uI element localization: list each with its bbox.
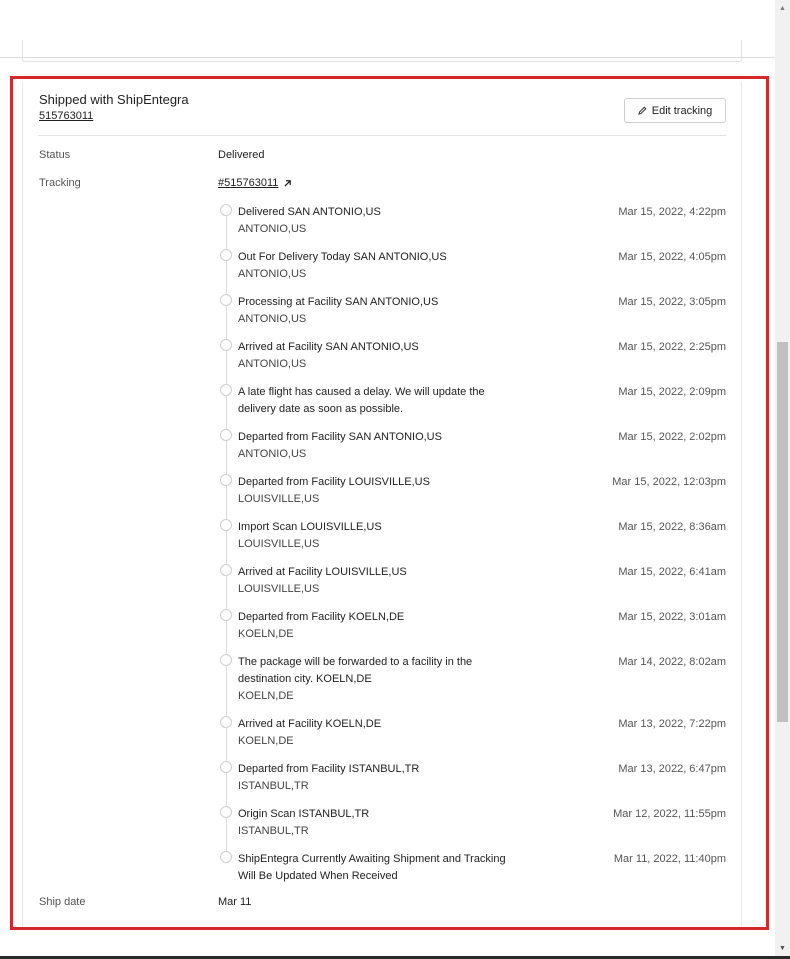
event-description-block — [238, 564, 508, 598]
status-label: Status — [39, 149, 71, 161]
event-location: LOUISVILLE,US — [238, 493, 320, 505]
event-description-block — [238, 654, 508, 705]
timeline-dot-icon — [220, 609, 232, 621]
tracking-number-link[interactable]: 515763011 — [39, 110, 94, 122]
edit-tracking-label: Edit tracking — [651, 104, 713, 117]
event-timestamp: Mar 13, 2022, 6:47pm — [618, 763, 726, 775]
status-value: Delivered — [218, 149, 265, 161]
event-description: Arrived at Facility LOUISVILLE,US — [238, 566, 407, 578]
event-timestamp: Mar 14, 2022, 8:02am — [618, 656, 726, 668]
event-timestamp: Mar 15, 2022, 12:03pm — [612, 476, 726, 488]
ship-date-value: Mar 11 — [218, 896, 252, 908]
scrollbar-thumb[interactable] — [777, 342, 788, 722]
event-description: Departed from Facility SAN ANTONIO,US — [238, 431, 442, 443]
event-timestamp: Mar 15, 2022, 2:25pm — [618, 341, 726, 353]
timeline-dot-icon — [220, 339, 232, 351]
event-location: ANTONIO,US — [238, 448, 307, 460]
event-location: ANTONIO,US — [238, 223, 307, 235]
event-description: Arrived at Facility KOELN,DE — [238, 718, 382, 730]
event-description-block — [238, 609, 508, 643]
event-timestamp: Mar 12, 2022, 11:55pm — [613, 808, 726, 820]
event-description-block — [238, 339, 508, 373]
timeline-dot-icon — [220, 294, 232, 306]
event-timestamp: Mar 11, 2022, 11:40pm — [613, 853, 726, 865]
event-location: ANTONIO,US — [238, 358, 307, 370]
event-description: Arrived at Facility SAN ANTONIO,US — [238, 341, 419, 353]
event-description: Processing at Facility SAN ANTONIO,US — [238, 296, 439, 308]
ship-date-label: Ship date — [39, 896, 86, 908]
timeline-dot-icon — [220, 716, 232, 728]
event-timestamp: Mar 15, 2022, 8:36am — [618, 521, 726, 533]
event-description-block — [238, 716, 508, 750]
timeline-dot-icon — [220, 384, 232, 396]
pencil-icon — [638, 106, 647, 115]
tracking-external-link[interactable] — [218, 177, 292, 189]
event-timestamp: Mar 15, 2022, 6:41am — [618, 566, 726, 578]
carrier-heading: Shipped with ShipEntegra — [39, 92, 189, 107]
event-description-block — [238, 429, 508, 463]
event-description-block — [238, 384, 508, 418]
event-timestamp: Mar 15, 2022, 2:09pm — [618, 386, 726, 398]
event-description: Out For Delivery Today SAN ANTONIO,US — [238, 251, 447, 263]
timeline-dot-icon — [220, 204, 232, 216]
event-description: Departed from Facility ISTANBUL,TR — [238, 763, 420, 775]
timeline-dot-icon — [220, 761, 232, 773]
header-divider — [38, 135, 726, 136]
event-description-block — [238, 851, 508, 885]
event-description: Departed from Facility LOUISVILLE,US — [238, 476, 430, 488]
event-description: ShipEntegra Currently Awaiting Shipment and Tracking Will Be Updated When Received — [238, 853, 506, 882]
timeline-dot-icon — [220, 249, 232, 261]
tracking-label: Tracking — [39, 177, 81, 189]
event-timestamp: Mar 15, 2022, 4:22pm — [618, 206, 726, 218]
event-location: ANTONIO,US — [238, 313, 307, 325]
timeline-dot-icon — [220, 429, 232, 441]
timeline-dot-icon — [220, 654, 232, 666]
timeline-dot-icon — [220, 564, 232, 576]
tracking-link-text: #515763011 — [218, 177, 279, 189]
event-description: A late flight has caused a delay. We will update the delivery date as soon as possible. — [238, 386, 485, 415]
previous-card-edge — [22, 40, 742, 62]
event-timestamp: Mar 15, 2022, 4:05pm — [618, 251, 726, 263]
timeline-dot-icon — [220, 519, 232, 531]
event-description: Delivered SAN ANTONIO,US — [238, 206, 381, 218]
external-link-arrow-icon — [283, 179, 292, 188]
event-description-block — [238, 249, 508, 283]
event-location: ISTANBUL,TR — [238, 825, 309, 837]
scroll-down-arrow-icon[interactable]: ▼ — [779, 944, 786, 952]
event-timestamp: Mar 15, 2022, 3:01am — [618, 611, 726, 623]
event-timestamp: Mar 15, 2022, 2:02pm — [618, 431, 726, 443]
event-location: ISTANBUL,TR — [238, 780, 309, 792]
timeline-dot-icon — [220, 474, 232, 486]
event-description: Departed from Facility KOELN,DE — [238, 611, 405, 623]
event-location: KOELN,DE — [238, 628, 294, 640]
event-location: KOELN,DE — [238, 735, 294, 747]
event-location: KOELN,DE — [238, 690, 294, 702]
event-description: Import Scan LOUISVILLE,US — [238, 521, 382, 533]
timeline-dot-icon — [220, 851, 232, 863]
event-description-block — [238, 294, 508, 328]
timeline-line — [226, 216, 227, 856]
event-location: LOUISVILLE,US — [238, 583, 320, 595]
timeline-dot-icon — [220, 806, 232, 818]
scroll-up-arrow-icon[interactable]: ▲ — [779, 4, 786, 12]
event-location: ANTONIO,US — [238, 268, 307, 280]
event-location: LOUISVILLE,US — [238, 538, 320, 550]
event-description-block — [238, 204, 508, 238]
event-description: Origin Scan ISTANBUL,TR — [238, 808, 370, 820]
event-description-block — [238, 761, 508, 795]
event-timestamp: Mar 13, 2022, 7:22pm — [618, 718, 726, 730]
event-timestamp: Mar 15, 2022, 3:05pm — [618, 296, 726, 308]
event-description: The package will be forwarded to a facility in the destination city. KOELN,DE — [238, 656, 473, 685]
event-description-block — [238, 474, 508, 508]
edit-tracking-button[interactable] — [624, 98, 726, 123]
event-description-block — [238, 806, 508, 840]
event-description-block — [238, 519, 508, 553]
